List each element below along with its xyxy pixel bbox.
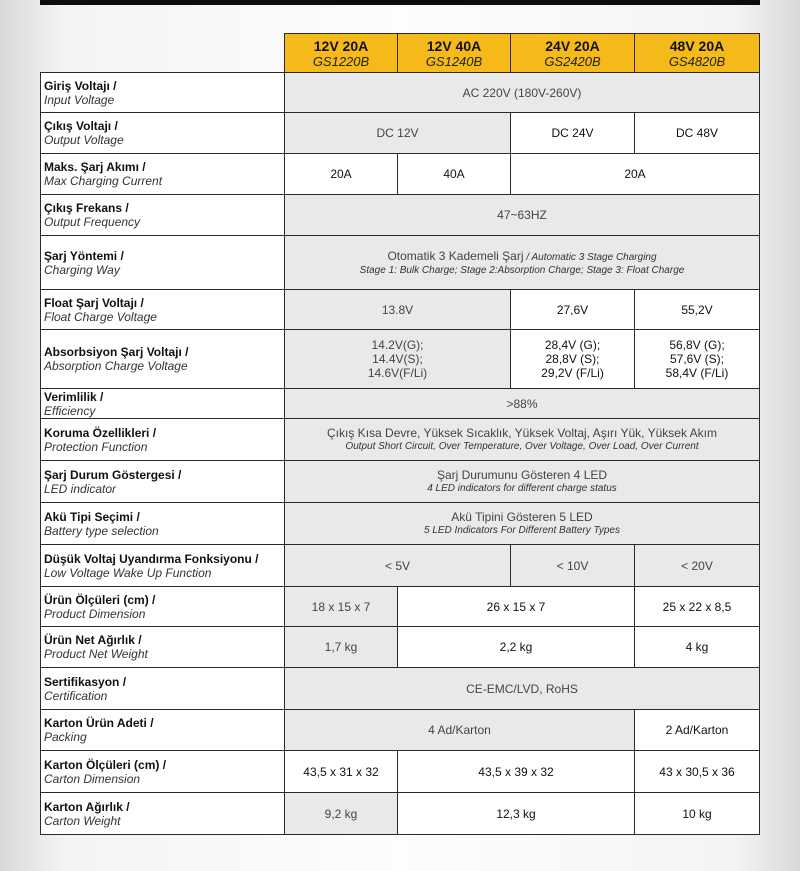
- spec-value: [285, 751, 398, 793]
- label-turkish: Absorbsiyon Şarj Voltajı /: [44, 345, 189, 359]
- value-main: Otomatik 3 Kademeli Şarj: [387, 248, 524, 263]
- value-main: 26 x 15 x 7: [486, 599, 546, 614]
- value-line: 29,2V (F/Li): [541, 366, 604, 380]
- label-turkish: Sertifikasyon /: [44, 674, 127, 689]
- value-text: [635, 723, 759, 737]
- spec-label: [41, 751, 285, 793]
- spec-value: [635, 330, 760, 389]
- model-code: GS2420B: [544, 53, 601, 69]
- value-line: 28,4V (G);: [544, 338, 601, 352]
- label-english: Low Voltage Wake Up Function: [44, 565, 212, 580]
- label-english: Packing: [44, 730, 87, 744]
- spec-value: [635, 751, 760, 793]
- model-code: GS1240B: [425, 53, 483, 69]
- spec-value: [285, 793, 398, 835]
- value-main: 55,2V: [681, 302, 713, 317]
- value-main: 43,5 x 31 x 32: [303, 764, 379, 779]
- value-main: 20A: [330, 167, 352, 181]
- value-text: [635, 765, 759, 779]
- value-main: < 20V: [681, 558, 713, 573]
- label-turkish: Şarj Yöntemi /: [44, 248, 124, 263]
- top-rule: [40, 0, 760, 5]
- spec-value: [398, 587, 635, 627]
- label-english: Carton Dimension: [44, 771, 141, 786]
- spec-row: [41, 389, 760, 419]
- value-text: [511, 126, 634, 140]
- value-text: [635, 303, 759, 317]
- value-text: [285, 426, 759, 440]
- value-main: 4 kg: [685, 640, 709, 654]
- label-turkish: Maks. Şarj Akımı /: [44, 160, 146, 174]
- spec-value: [398, 154, 511, 195]
- spec-value: [285, 710, 635, 751]
- label-english: Efficiency: [44, 403, 96, 418]
- model-name: 48V 20A: [669, 37, 725, 54]
- value-text: [285, 640, 397, 654]
- spec-value: [398, 793, 635, 835]
- value-text: [398, 765, 634, 779]
- value-main: >88%: [506, 396, 538, 411]
- value-text: [285, 468, 759, 482]
- value-line: 14.2V(G);: [371, 338, 424, 352]
- value-text: [285, 208, 759, 222]
- value-main: DC 48V: [675, 126, 719, 140]
- label-english: Charging Way: [44, 262, 120, 277]
- value-translation: Stage 1: Bulk Charge; Stage 2:Absorption Charge; Stage 3: Float Charge: [359, 264, 685, 276]
- value-main: 43 x 30,5 x 36: [659, 764, 735, 779]
- spec-label: [41, 389, 285, 419]
- label-turkish: Karton Ölçüleri (cm) /: [44, 757, 167, 772]
- value-translation: 5 LED Indicators For Different Battery Types: [423, 525, 620, 536]
- label-english: Output Voltage: [44, 133, 124, 147]
- spec-row: [41, 419, 760, 461]
- value-main: 1,7 kg: [324, 640, 358, 654]
- spec-value: [635, 113, 760, 154]
- model-header: [398, 34, 511, 73]
- value-text: [285, 600, 397, 614]
- value-main: 10 kg: [682, 806, 712, 821]
- value-main: 2,2 kg: [499, 640, 533, 654]
- spec-value: [635, 793, 760, 835]
- spec-label: [41, 793, 285, 835]
- value-main: 40A: [443, 167, 465, 181]
- spec-value: [285, 113, 511, 154]
- spec-row: [41, 290, 760, 330]
- label-english: Protection Function: [44, 439, 148, 454]
- value-text: [285, 86, 759, 100]
- value-translation: Output Short Circuit, Over Temperature, Over Voltage, Over Load, Over Current: [345, 441, 699, 452]
- value-text: [635, 126, 759, 140]
- model-name: 12V 20A: [313, 37, 369, 54]
- spec-value: [285, 587, 398, 627]
- spec-value: [285, 389, 760, 419]
- label-turkish: Ürün Ölçüleri (cm) /: [44, 592, 156, 607]
- value-main: 27,6V: [556, 302, 589, 317]
- spec-label: [41, 668, 285, 710]
- value-text: [635, 640, 759, 654]
- label-english: Input Voltage: [44, 92, 115, 107]
- spec-value: [285, 627, 398, 668]
- spec-value: [511, 290, 635, 330]
- model-code: GS4820B: [668, 53, 726, 69]
- value-main: 20A: [624, 167, 646, 181]
- spec-row: [41, 73, 760, 113]
- spec-row: [41, 793, 760, 835]
- spec-label: [41, 330, 285, 389]
- label-turkish: Ürün Net Ağırlık /: [44, 633, 142, 647]
- value-text: [285, 303, 510, 317]
- label-turkish: Karton Ürün Adeti /: [44, 716, 154, 730]
- value-text: [285, 559, 510, 573]
- spec-label: [41, 154, 285, 195]
- model-header: [285, 34, 398, 73]
- value-translation: / Automatic 3 Stage Charging: [523, 251, 657, 263]
- value-main: 12,3 kg: [496, 806, 536, 821]
- spec-value: [285, 461, 760, 503]
- label-english: Absorption Charge Voltage: [44, 359, 188, 373]
- value-text: [285, 126, 510, 140]
- spec-value: [285, 290, 511, 330]
- value-text: [285, 167, 397, 181]
- label-english: Battery type selection: [44, 523, 159, 538]
- spec-value: [285, 503, 760, 545]
- label-turkish: Şarj Durum Göstergesi /: [44, 467, 182, 482]
- label-english: Certification: [44, 688, 108, 703]
- value-main: Şarj Durumunu Gösteren 4 LED: [436, 468, 608, 482]
- label-turkish: Float Şarj Voltajı /: [44, 295, 144, 310]
- value-text: [398, 640, 634, 654]
- spec-row: [41, 627, 760, 668]
- model-code: GS1220B: [312, 53, 370, 69]
- spec-label: [41, 545, 285, 587]
- label-turkish: Karton Ağırlık /: [44, 799, 130, 814]
- value-main: 4 Ad/Karton: [428, 723, 491, 737]
- value-main: 2 Ad/Karton: [665, 723, 729, 737]
- value-line: 28,8V (S);: [545, 352, 600, 366]
- label-turkish: Düşük Voltaj Uyandırma Fonksiyonu /: [44, 551, 259, 566]
- value-main: 43,5 x 39 x 32: [478, 764, 554, 779]
- value-text: [285, 249, 759, 264]
- spec-value: [635, 587, 760, 627]
- spec-value: [511, 113, 635, 154]
- label-turkish: Akü Tipi Seçimi /: [44, 509, 140, 524]
- spec-row: [41, 587, 760, 627]
- value-main: < 5V: [384, 558, 411, 573]
- spec-row: [41, 461, 760, 503]
- value-text: [285, 765, 397, 779]
- header-row: [41, 34, 760, 73]
- value-main: Çıkış Kısa Devre, Yüksek Sıcaklık, Yüksek Voltaj, Aşırı Yük, Yüksek Akım: [327, 426, 717, 440]
- spec-row: [41, 751, 760, 793]
- value-text: [511, 559, 634, 573]
- value-text: [285, 510, 759, 524]
- label-turkish: Çıkış Frekans /: [44, 201, 129, 215]
- spec-label: [41, 236, 285, 290]
- spec-value: [285, 154, 398, 195]
- value-text: [285, 723, 634, 737]
- value-translation: 4 LED indicators for different charge status: [427, 483, 617, 494]
- spec-label: [41, 113, 285, 154]
- spec-label: [41, 73, 285, 113]
- value-line: 14.4V(S);: [372, 352, 423, 366]
- spec-row: [41, 668, 760, 710]
- label-english: Product Dimension: [44, 606, 146, 621]
- spec-row: [41, 545, 760, 587]
- label-english: Float Charge Voltage: [44, 309, 157, 324]
- spec-label: [41, 503, 285, 545]
- label-turkish: Koruma Özellikleri /: [44, 425, 157, 440]
- spec-label: [41, 461, 285, 503]
- value-line: 56,8V (G);: [669, 338, 725, 352]
- label-turkish: Verimlilik /: [44, 389, 104, 404]
- label-turkish: Çıkış Voltajı /: [44, 119, 118, 133]
- value-main: 9,2 kg: [324, 806, 358, 821]
- value-line: 14.6V(F/Li): [367, 366, 428, 380]
- model-header: [511, 34, 635, 73]
- value-main: AC 220V (180V-260V): [462, 85, 582, 100]
- label-english: Max Charging Current: [44, 174, 163, 188]
- spec-label: [41, 627, 285, 668]
- spec-value: [511, 154, 760, 195]
- spec-value: [285, 73, 760, 113]
- spec-label: [41, 587, 285, 627]
- value-text: [511, 167, 759, 181]
- spec-row: [41, 195, 760, 236]
- model-header: [635, 34, 760, 73]
- value-text: [511, 303, 634, 317]
- spec-value: [285, 545, 511, 587]
- spec-label: [41, 195, 285, 236]
- value-main: DC 24V: [551, 126, 594, 140]
- value-text: [285, 807, 397, 821]
- spec-value: [635, 545, 760, 587]
- spec-value: [398, 751, 635, 793]
- value-text: [285, 682, 759, 696]
- label-turkish: Giriş Voltajı /: [44, 78, 117, 93]
- spec-value: [398, 627, 635, 668]
- spec-value: [285, 668, 760, 710]
- value-text: [285, 397, 759, 411]
- value-text: [398, 600, 634, 614]
- spec-label: [41, 710, 285, 751]
- spec-value: [285, 330, 511, 389]
- spec-row: [41, 113, 760, 154]
- spec-value: [285, 195, 760, 236]
- spec-value: [635, 710, 760, 751]
- value-text: [398, 167, 510, 181]
- spec-value: [635, 290, 760, 330]
- spec-row: [41, 330, 760, 389]
- value-main: DC 12V: [376, 126, 419, 140]
- value-main: 47~63HZ: [497, 208, 547, 222]
- model-name: 12V 40A: [426, 37, 482, 54]
- spec-row: [41, 710, 760, 751]
- value-line: 57,6V (S);: [669, 352, 725, 366]
- label-english: LED indicator: [44, 481, 117, 496]
- spec-value: [635, 627, 760, 668]
- spec-row: [41, 154, 760, 195]
- spec-row: [41, 503, 760, 545]
- spec-value: [511, 330, 635, 389]
- value-line: 58,4V (F/Li): [665, 366, 729, 380]
- label-english: Output Frequency: [44, 215, 141, 229]
- label-english: Product Net Weight: [44, 647, 148, 661]
- header-corner: [41, 34, 285, 73]
- spec-table: [40, 33, 760, 835]
- spec-value: [285, 236, 760, 290]
- value-main: 13.8V: [381, 302, 414, 317]
- spec-value: [511, 545, 635, 587]
- spec-value: [285, 419, 760, 461]
- spec-row: [41, 236, 760, 290]
- model-name: 24V 20A: [545, 37, 600, 54]
- value-main: 18 x 15 x 7: [311, 599, 371, 614]
- value-main: CE-EMC/LVD, RoHS: [466, 681, 578, 696]
- spec-label: [41, 290, 285, 330]
- label-english: Carton Weight: [44, 813, 121, 828]
- value-text: [398, 807, 634, 821]
- value-text: [635, 600, 759, 614]
- value-text: [635, 559, 759, 573]
- value-main: < 10V: [556, 558, 589, 573]
- spec-label: [41, 419, 285, 461]
- value-text: [635, 807, 759, 821]
- value-main: Akü Tipini Gösteren 5 LED: [451, 510, 593, 524]
- value-main: 25 x 22 x 8,5: [662, 599, 732, 614]
